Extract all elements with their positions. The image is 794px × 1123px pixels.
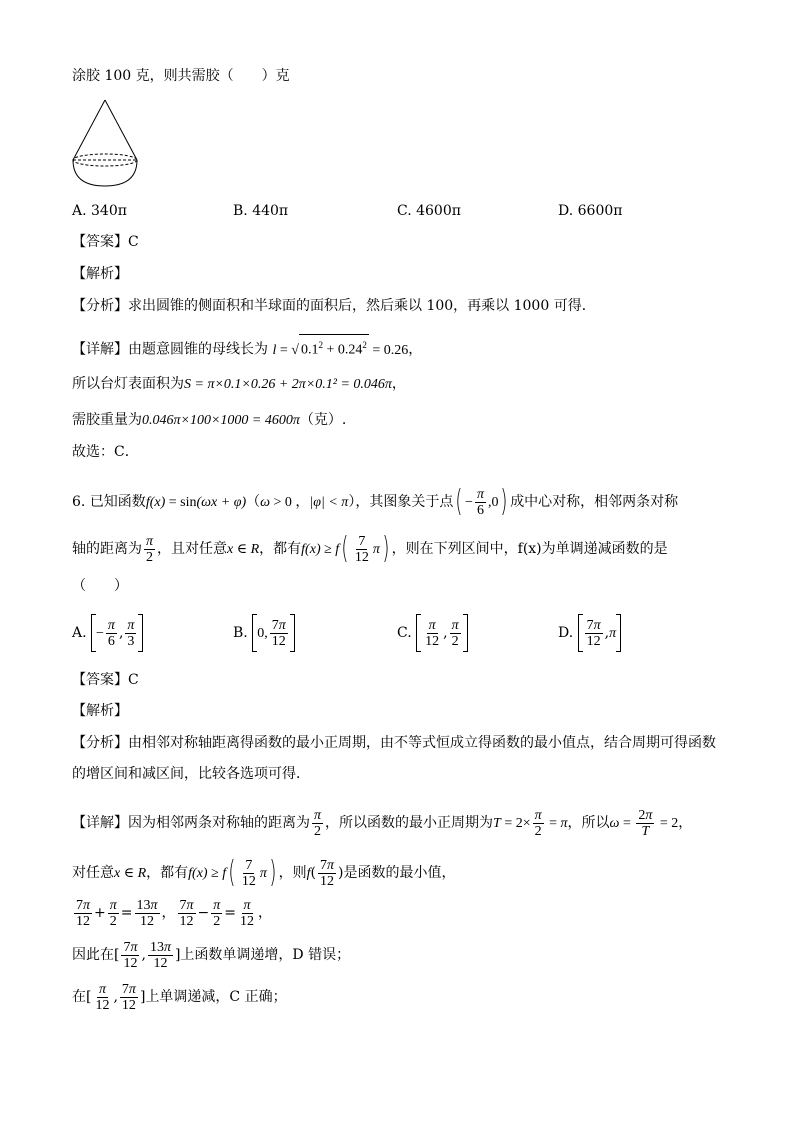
q5-stem-line: 涂胶 100 克，则共需胶（ ）克 [72,68,290,84]
q5-option-b: B. 440π [233,203,289,219]
glue-formula: 0.046π×100×1000 = 4600π [142,413,300,428]
answer-tag: 【答案】 [72,672,128,688]
q6-number: 6. [72,494,86,510]
fenxi-tag: 【分析】 [72,735,128,751]
q6-answer-line [72,670,139,690]
q6-option-b: B. 0, $\frac{7\pi}{12}$ [233,614,295,652]
q5-jiexi-tag: 【解析】 [72,266,128,282]
q5-xiangjie-line: 【详解】由题意圆锥的母线长为 l = √ $0.1^2 + 0.24^2 = 0.26$， [72,334,422,361]
q5-glue-line [72,410,346,431]
option-d-label: D. [558,625,574,641]
answer-value: C [128,234,139,250]
q6-stem-paren: （ ） [72,578,128,594]
q6-xiangjie-line2: 对任意x ∈ R，都有f(x) ≥ f( $\frac{7}{12}$ π) ，则f( $\frac{7\pi}{12}$ )是函数的最小值， [72,855,456,890]
xj-text-2a: 对任意 [72,865,114,881]
q5-fenxi-line [72,296,596,316]
q6-option-d: D. $\frac{7\pi}{12}$ ,π [558,614,621,652]
q6-stem-g: ，则在下列区间中，f(x)为单调递减函数的是 [391,541,668,557]
q6-stem-b: ，其图象关于点 [355,494,454,510]
q5-answer-line [72,232,139,252]
answer-tag: 【答案】 [72,234,128,250]
q5-option-a: A. 340π [72,203,127,219]
q5-choose-line: 故选：C． [72,444,139,460]
option-a-label: A. [72,625,87,641]
xj-text-1a: 因为相邻两条对称轴的距离为 [128,815,310,831]
xiangjie-tag: 【详解】 [72,815,128,831]
xj-text-1c: ，所以 [567,815,610,831]
q6-option-c: C. $\frac{\pi}{12}$ , $\frac{\pi}{2}$ [397,614,468,652]
function-definition: f(x) = sin(ωx + φ) [145,495,247,510]
xj-text-1b: ，所以函数的最小正周期为 [325,815,494,831]
xj-text-4b: 上函数单调递增，D 错误； [180,947,351,963]
xiangjie-text: 由题意圆锥的母线长为 [128,341,268,358]
q6-xiangjie-line4: 因此在[ $\frac{7\pi}{12}$ , $\frac{13\pi}{12}$ ]上函数单调递增，D 错误； [72,939,351,971]
xj-text-2d: 是函数的最小值， [343,865,456,881]
fenxi-text-1: 由相邻对称轴距离得函数的最小正周期，由不等式恒成立得函数的最小值点，结合周期可得函数 [128,735,716,751]
q5-option-c: C. 4600π [397,203,461,219]
xiangjie-tag: 【详解】 [72,341,128,358]
q6-fenxi-line2: 的增区间和减区间，比较各选项可得． [72,766,310,782]
xj-text-5a: 在 [72,989,86,1005]
cone-hemisphere-figure [70,98,140,190]
xj-text-4a: 因此在 [72,947,114,963]
q6-stem-line1: 6. 已知函数f(x) = sin(ωx + φ)（ω > 0 ，|φ| < π），其图象关于点( − $\frac{\pi}{6}$ ,0) 成中心对称，相邻两条对称 [72,484,679,519]
option-b-label: B. [233,625,248,641]
q6-option-a: A. − $\frac{\pi}{6}$ , $\frac{\pi}{3}$ [72,614,143,652]
glue-text: 需胶重量为 [72,412,142,428]
xj-text-2c: ，则 [278,865,307,881]
q6-stem-d: 轴的距离为 [72,541,142,557]
glue-unit: （克）. [299,412,347,428]
area-formula: S = π×0.1×0.26 + 2π×0.1² = 0.046π [184,377,392,392]
q6-fenxi-line1 [72,733,716,753]
xj-text-5b: 上单调递减，C 正确； [145,989,287,1005]
fenxi-text: 求出圆锥的侧面积和半球面的面积后，然后乘以 100，再乘以 1000 可得． [128,298,596,314]
fenxi-tag: 【分析】 [72,298,128,314]
answer-value: C [128,672,139,688]
q6-stem-a: 已知函数 [89,494,146,510]
q6-jiexi-tag: 【解析】 [72,703,128,719]
area-text: 所以台灯表面积为 [72,376,184,392]
q6-xiangjie-line5: 在[ $\frac{\pi}{12}$ , $\frac{7\pi}{12}$ ]上单调递减，C 正确； [72,981,287,1013]
q6-stem-e: ，且对任意 [157,541,228,557]
xj-text-2b: ，都有 [146,865,189,881]
q5-option-d: D. 6600π [558,203,623,219]
q6-xiangjie-line3: $\frac{7\pi}{12}$ + $\frac{\pi}{2}$ = $\frac{13\pi}{12}$ ， $\frac{7\pi}{12}$ − $\frac{\pi}{2}$ = $\frac{\pi}{12}$ ， [76,897,273,929]
q6-stem-line2: 轴的距离为 $\frac{\pi}{2}$ ，且对任意x ∈ R，都有f(x) ≥ f( $\frac{7}{12}$ π) ，则在下列区间中，f(x)为单调递减函数的是 [72,531,668,566]
q6-stem-c: 成中心对称，相邻两条对称 [510,494,679,510]
q6-stem-f: ，都有 [259,541,302,557]
q6-xiangjie-line1: 【详解】因为相邻两条对称轴的距离为 $\frac{\pi}{2}$ ，所以函数的最小正周期为T = 2× $\frac{\pi}{2}$ = π，所以ω = $\frac{2\pi}{T}$ = 2， [72,807,693,839]
q5-area-line: 所以台灯表面积为S = π×0.1×0.26 + 2π×0.1² = 0.046π， [72,376,406,392]
slant-height-formula: l = √ $0.1^2 + 0.24^2 = 0.26$ [272,343,408,358]
option-c-label: C. [397,625,412,641]
